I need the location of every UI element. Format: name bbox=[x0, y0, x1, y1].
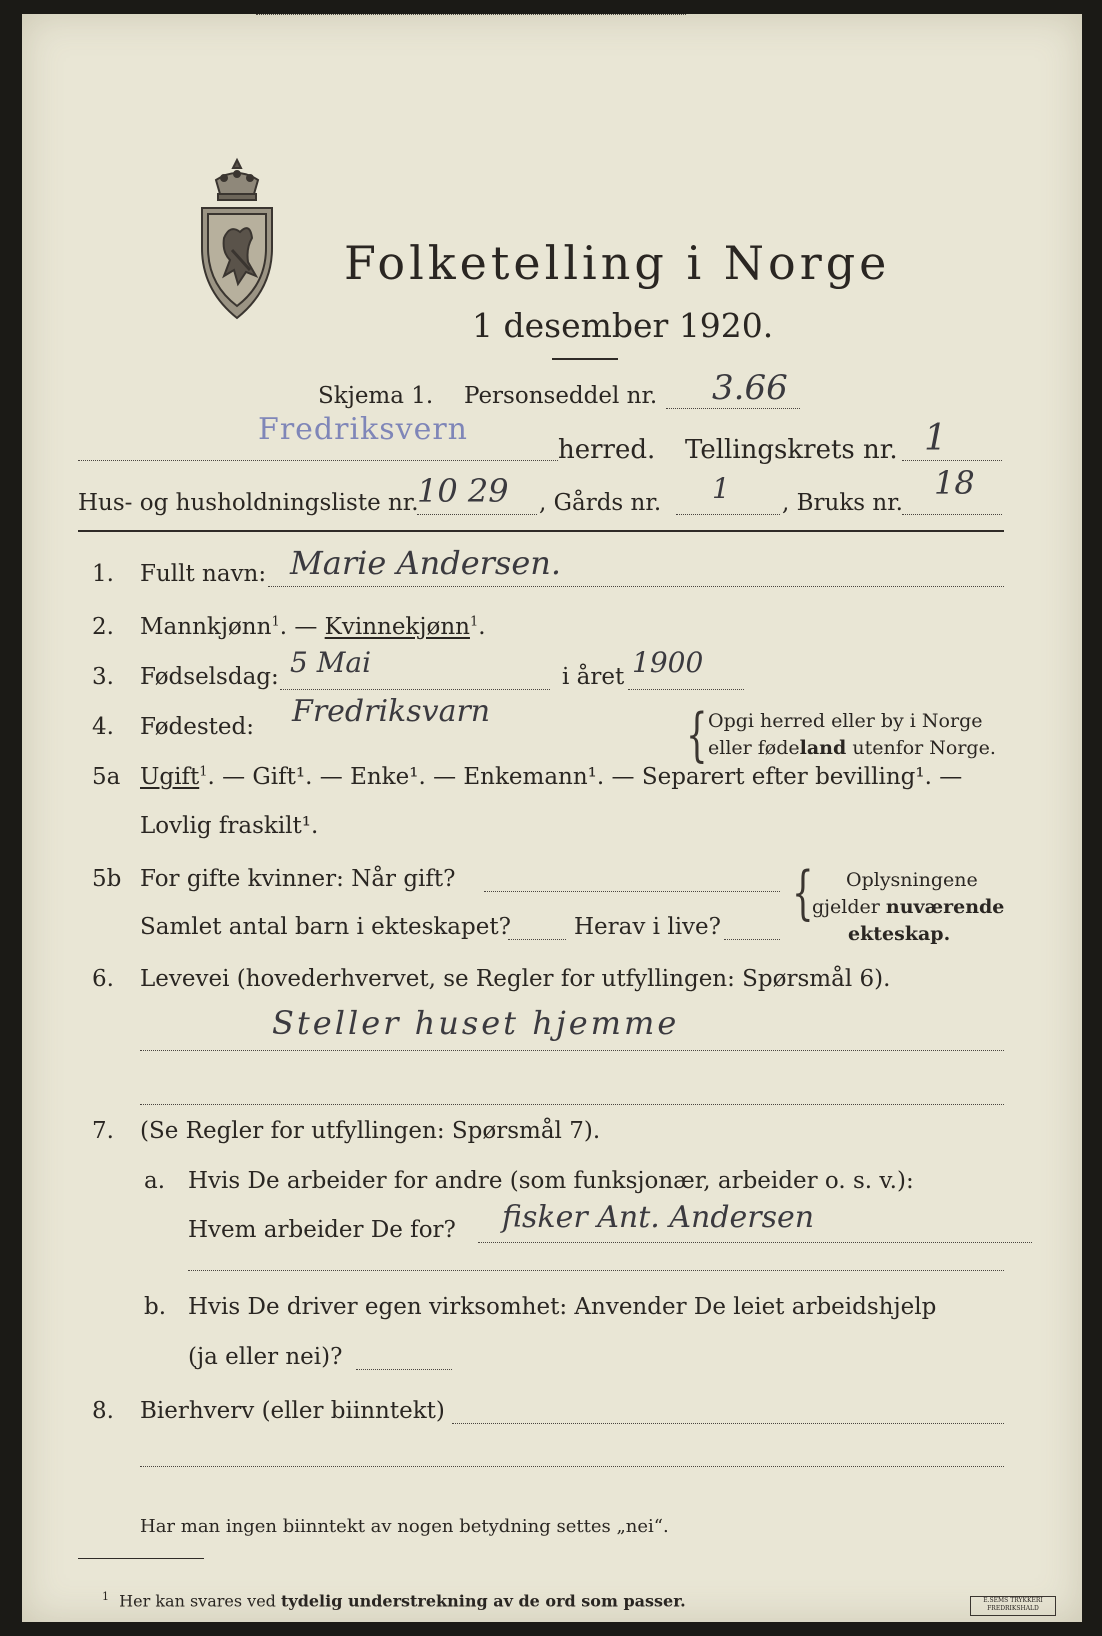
q2-number: 2. bbox=[92, 614, 114, 640]
q6-number: 6. bbox=[92, 966, 114, 992]
q1-label: Fullt navn: bbox=[140, 561, 267, 587]
bruks-line bbox=[902, 514, 1002, 515]
footer-note: Har man ingen biinntekt av nogen betydning settes „nei“. bbox=[140, 1516, 669, 1537]
q3-year-value[interactable]: 1900 bbox=[632, 646, 704, 679]
personseddel-label: Personseddel nr. bbox=[464, 383, 658, 409]
q7a-letter: a. bbox=[144, 1168, 166, 1194]
q3-line bbox=[280, 689, 550, 690]
herred-label: herred. bbox=[558, 435, 656, 465]
q7b-label: Hvis De driver egen virksomhet: Anvender De leiet arbeidshjelp bbox=[188, 1294, 937, 1320]
herred-line bbox=[78, 460, 558, 461]
q6-line-2 bbox=[140, 1104, 1004, 1105]
q4-brace: { bbox=[686, 702, 708, 770]
q5b-note-2: gjelder nuværende bbox=[812, 896, 1005, 918]
q4-note-1: Opgi herred eller by i Norge bbox=[708, 710, 983, 732]
q7b-letter: b. bbox=[144, 1294, 167, 1320]
q2-female[interactable]: Kvinnekjønn bbox=[324, 614, 470, 640]
q5a-options: Ugift$^1$. — Gift¹. — Enke¹. — Enkemann¹. — Separert efter bevilling¹. — bbox=[140, 764, 963, 790]
q5b-line-2 bbox=[508, 939, 566, 940]
q6-line-1 bbox=[140, 1050, 1004, 1051]
q8-label: Bierhverv (eller biinntekt) bbox=[140, 1398, 445, 1424]
q7b-label-2: (ja eller nei)? bbox=[188, 1344, 343, 1370]
q5b-line-3 bbox=[724, 939, 780, 940]
q4-value[interactable]: Fredriksvarn bbox=[292, 694, 491, 729]
printer-mark: E.SEMS TRYKKERI FREDRIKSHALD bbox=[970, 1596, 1056, 1616]
q7-label: (Se Regler for utfyllingen: Spørsmål 7). bbox=[140, 1118, 601, 1144]
q5b-number: 5b bbox=[92, 866, 122, 892]
personseddel-value[interactable]: 3.66 bbox=[712, 368, 788, 408]
q3-year-label: i året bbox=[562, 664, 625, 690]
q2-sep: . — bbox=[279, 614, 325, 640]
hus-label: Hus- og husholdningsliste nr. bbox=[78, 490, 419, 516]
gards-line bbox=[676, 514, 780, 515]
q5b-note-1: Oplysningene bbox=[846, 869, 978, 891]
q7a-label-2: Hvem arbeider De for? bbox=[188, 1217, 456, 1243]
header-divider bbox=[78, 530, 1004, 532]
footnote-divider bbox=[78, 1558, 204, 1559]
q5a-number: 5a bbox=[92, 764, 121, 790]
title-divider bbox=[552, 358, 618, 360]
tellingskrets-value[interactable]: 1 bbox=[924, 418, 947, 459]
q4-number: 4. bbox=[92, 714, 114, 740]
tellingskrets-label: Tellingskrets nr. bbox=[685, 435, 898, 465]
q5b-note-3: ekteskap. bbox=[848, 923, 951, 945]
q2-male[interactable]: Mannkjønn bbox=[140, 614, 272, 640]
q5b-label-3: Herav i live? bbox=[574, 914, 721, 940]
q5b-label-1: For gifte kvinner: Når gift? bbox=[140, 866, 456, 892]
q3-number: 3. bbox=[92, 664, 114, 690]
gards-value[interactable]: 1 bbox=[712, 472, 730, 505]
personseddel-line bbox=[666, 408, 800, 409]
q1-value[interactable]: Marie Andersen. bbox=[290, 544, 562, 582]
q5b-label-2: Samlet antal barn i ekteskapet? bbox=[140, 914, 511, 940]
gards-label: , Gårds nr. bbox=[539, 490, 662, 516]
q6-value[interactable]: Steller huset hjemme bbox=[272, 1004, 680, 1042]
q3-value[interactable]: 5 Mai bbox=[290, 646, 372, 679]
form-title: Folketelling i Norge bbox=[344, 236, 891, 290]
q5a-other-options[interactable]: . — Gift¹. — Enke¹. — Enkemann¹. — Separert efter bevilling¹. — bbox=[207, 764, 963, 790]
q5a-ugift[interactable]: Ugift bbox=[140, 764, 200, 790]
tellingskrets-line bbox=[902, 460, 1002, 461]
q4-line bbox=[256, 14, 686, 15]
q7a-label: Hvis De arbeider for andre (som funksjonær, arbeider o. s. v.): bbox=[188, 1168, 914, 1194]
bruks-value[interactable]: 18 bbox=[934, 464, 975, 502]
norwegian-coat-of-arms-icon bbox=[194, 154, 280, 324]
form-date: 1 desember 1920. bbox=[472, 306, 774, 345]
q1-line bbox=[268, 586, 1004, 587]
q8-line-2 bbox=[140, 1466, 1004, 1467]
q3-year-line bbox=[628, 689, 744, 690]
q5b-line-1 bbox=[484, 891, 780, 892]
q7b-line bbox=[356, 1369, 452, 1370]
q7a-value[interactable]: fisker Ant. Andersen bbox=[502, 1200, 815, 1235]
q8-line-1 bbox=[452, 1423, 1004, 1424]
q5a-line2[interactable]: Lovlig fraskilt¹. bbox=[140, 813, 319, 839]
q6-label: Levevei (hovederhvervet, se Regler for utfyllingen: Spørsmål 6). bbox=[140, 966, 891, 992]
q2-sex: Mannkjønn$^1$. — Kvinnekjønn$^1$. bbox=[140, 614, 486, 640]
q4-label: Fødested: bbox=[140, 714, 255, 740]
q7a-line-2 bbox=[188, 1270, 1004, 1271]
herred-stamp: Fredriksvern bbox=[258, 412, 468, 447]
q1-number: 1. bbox=[92, 561, 114, 587]
q7a-line-1 bbox=[478, 1242, 1032, 1243]
skjema-label: Skjema 1. bbox=[318, 383, 434, 409]
q4-note-2: eller fødeland utenfor Norge. bbox=[708, 737, 996, 759]
bruks-label: , Bruks nr. bbox=[782, 490, 903, 516]
q5b-brace: { bbox=[792, 860, 814, 928]
q7-number: 7. bbox=[92, 1118, 114, 1144]
q8-number: 8. bbox=[92, 1398, 114, 1424]
footnote: $^1$ Her kan svares ved tydelig understrekning av de ord som passer. bbox=[102, 1590, 686, 1611]
hus-line bbox=[417, 514, 537, 515]
q3-label: Fødselsdag: bbox=[140, 664, 279, 690]
census-form bbox=[22, 14, 1082, 1622]
hus-value[interactable]: 10 29 bbox=[417, 472, 509, 510]
